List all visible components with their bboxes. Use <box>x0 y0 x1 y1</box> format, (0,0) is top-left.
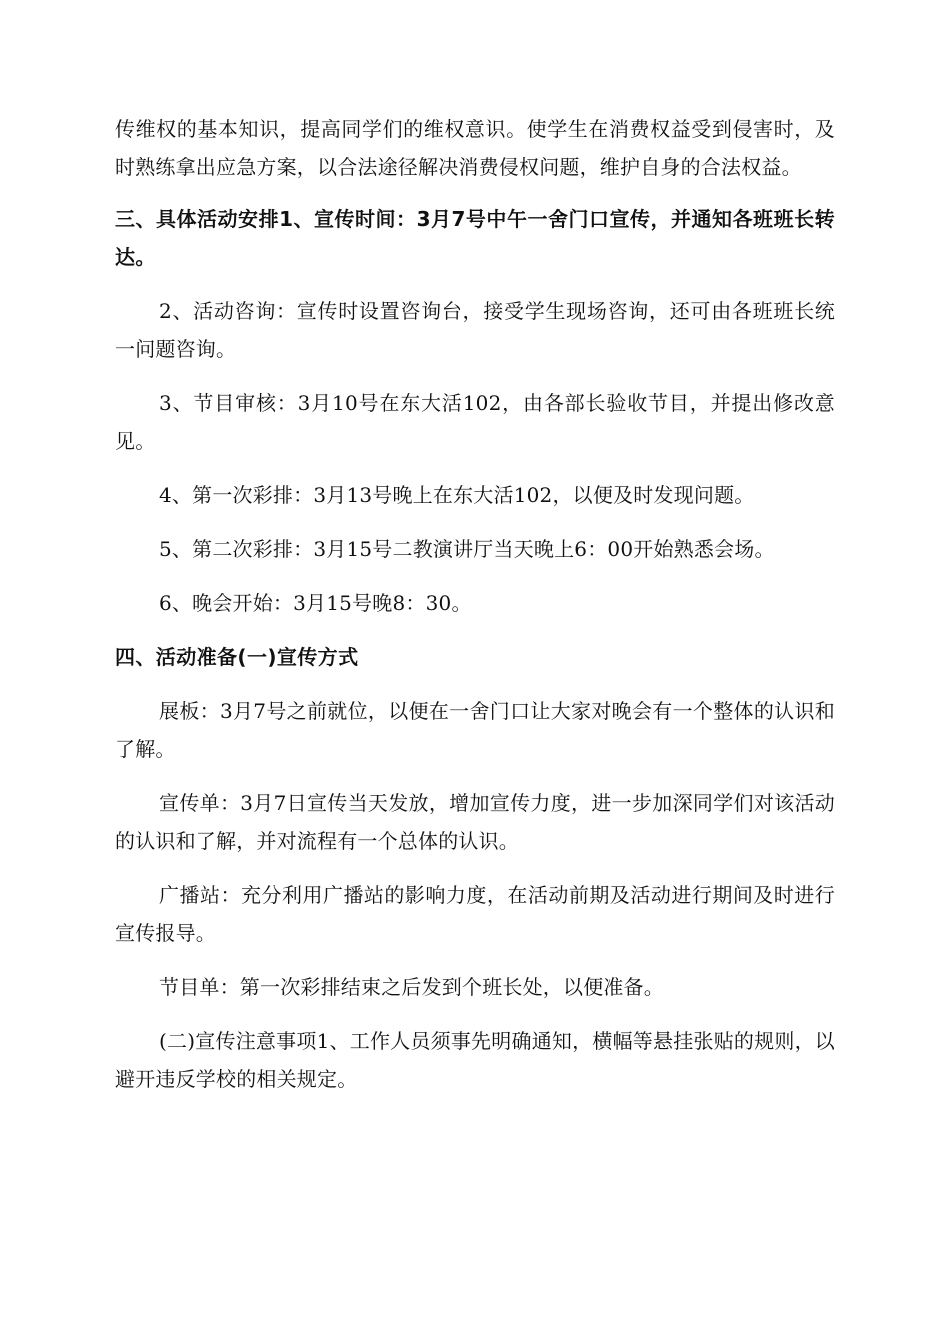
paragraph-program-list: 节目单：第一次彩排结束之后发到个班长处，以便准备。 <box>159 975 664 999</box>
paragraph-program-review: 3、节目审核：3月10号在东大活102，由各部长验收节目，并提出修改意见。 <box>115 391 835 453</box>
paragraph-publicity-notes: (二)宣传注意事项1、工作人员须事先明确通知，横幅等悬挂张贴的规则，以避开违反学校的相关规定。 <box>115 1029 835 1091</box>
paragraph-first-rehearsal: 4、第一次彩排：3月13号晚上在东大活102，以便及时发现问题。 <box>159 483 755 507</box>
section-heading-activity-schedule: 三、具体活动安排1、宣传时间：3月7号中午一舍门口宣传，并通知各班班长转达。 <box>115 207 835 269</box>
paragraph-leaflet: 宣传单：3月7日宣传当天发放，增加宣传力度，进一步加深同学们对该活动的认识和了解，并对流程有一个总体的认识。 <box>115 791 835 853</box>
paragraph-activity-consult: 2、活动咨询：宣传时设置咨询台，接受学生现场咨询，还可由各班班长统一问题咨询。 <box>115 299 835 361</box>
paragraph-rights-knowledge: 传维权的基本知识，提高同学们的维权意识。使学生在消费权益受到侵害时，及时熟练拿出应急方案，以合法途径解决消费侵权问题，维护自身的合法权益。 <box>115 117 835 179</box>
paragraph-second-rehearsal: 5、第二次彩排：3月15号二教演讲厅当天晚上6：00开始熟悉会场。 <box>159 537 775 561</box>
paragraph-broadcast-station: 广播站：充分利用广播站的影响力度，在活动前期及活动进行期间及时进行宣传报导。 <box>115 883 835 945</box>
section-heading-activity-preparation: 四、活动准备(一)宣传方式 <box>115 645 359 669</box>
document-body <box>115 110 835 1114</box>
paragraph-display-board: 展板：3月7号之前就位，以便在一舍门口让大家对晚会有一个整体的认识和了解。 <box>115 699 835 761</box>
paragraph-party-start: 6、晚会开始：3月15号晚8：30。 <box>159 591 472 615</box>
